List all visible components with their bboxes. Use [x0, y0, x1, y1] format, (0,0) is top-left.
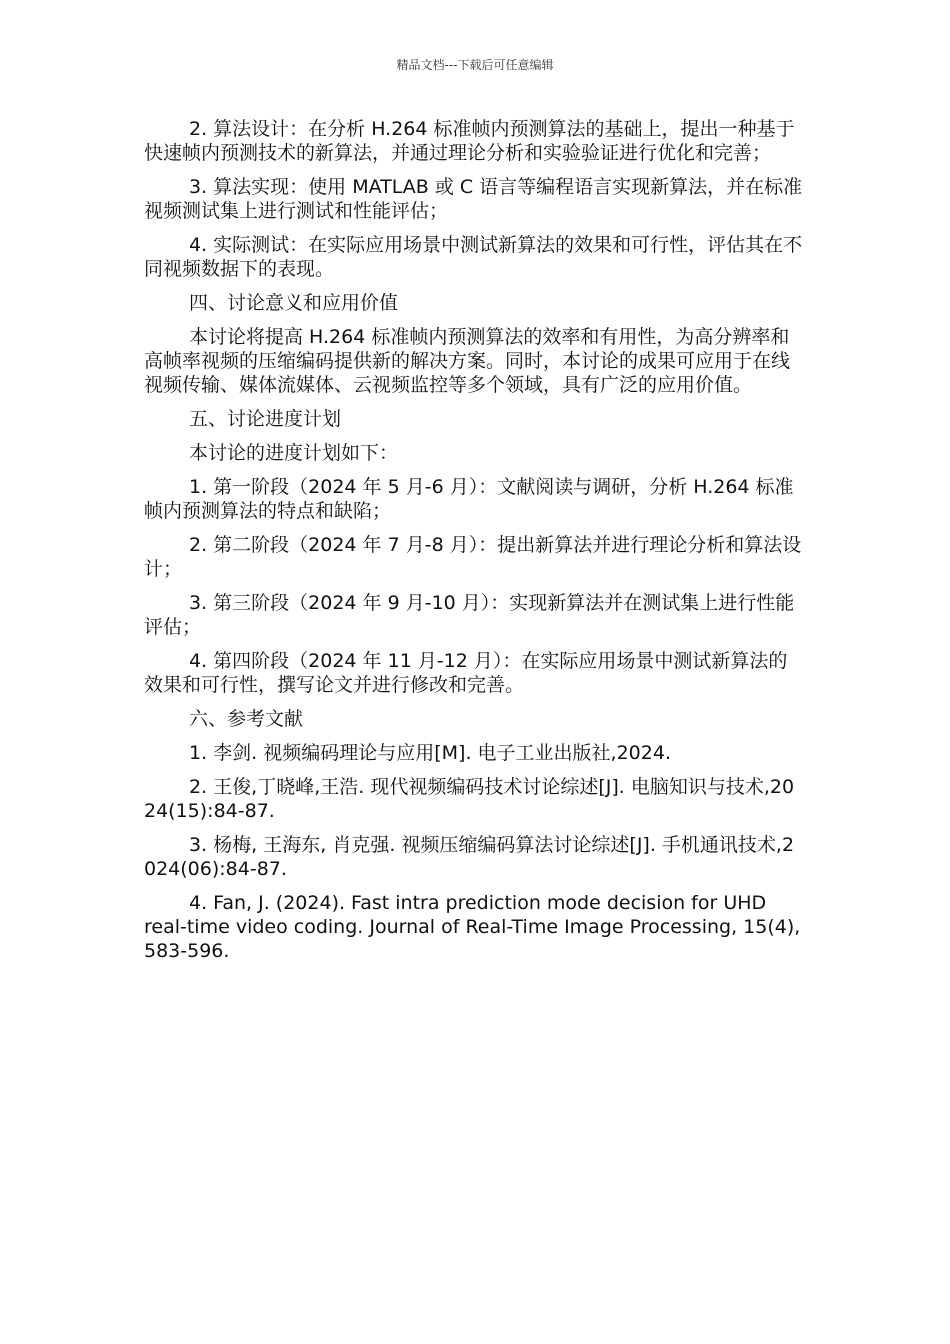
section-heading-references: 六、参考文献 [189, 708, 304, 730]
schedule-stage-1: 1. 第一阶段（2024 年 5 月-6 月）：文献阅读与调研，分析 H.264 标准帧内预测算法的特点和缺陷； [144, 476, 794, 522]
paragraph-practical-testing: 4. 实际测试：在实际应用场景中测试新算法的效果和可行性，评估其在不同视频数据下的表现。 [144, 234, 803, 280]
section-heading-significance: 四、讨论意义和应用价值 [189, 292, 399, 314]
section-heading-schedule: 五、讨论进度计划 [189, 408, 342, 430]
paragraph-algorithm-implementation: 3. 算法实现：使用 MATLAB 或 C 语言等编程语言实现新算法，并在标准视频测试集上进行测试和性能评估； [144, 176, 803, 222]
reference-4: 4. Fan, J. (2024). Fast intra prediction mode decision for UHD real-time video coding. Journal of Real-Time Image Processing, 15(4), 583-596. [144, 892, 801, 962]
schedule-stage-4: 4. 第四阶段（2024 年 11 月-12 月）：在实际应用场景中测试新算法的效果和可行性，撰写论文并进行修改和完善。 [144, 650, 788, 696]
reference-3: 3. 杨梅, 王海东, 肖克强. 视频压缩编码算法讨论综述[J]. 手机通讯技术,2024(06):84-87. [144, 834, 795, 880]
document-body [144, 117, 806, 973]
reference-2: 2. 王俊,丁晓峰,王浩. 现代视频编码技术讨论综述[J]. 电脑知识与技术,2024(15):84-87. [144, 776, 795, 822]
paragraph-schedule-intro: 本讨论的进度计划如下： [189, 442, 399, 464]
paragraph-algorithm-design: 2. 算法设计：在分析 H.264 标准帧内预测算法的基础上，提出一种基于快速帧内预测技术的新算法，并通过理论分析和实验验证进行优化和完善； [144, 118, 795, 164]
schedule-stage-3: 3. 第三阶段（2024 年 9 月-10 月）：实现新算法并在测试集上进行性能评估； [144, 592, 795, 638]
schedule-stage-2: 2. 第二阶段（2024 年 7 月-8 月）：提出新算法并进行理论分析和算法设计； [144, 534, 802, 580]
paragraph-significance: 本讨论将提高 H.264 标准帧内预测算法的效率和有用性，为高分辨率和高帧率视频的压缩编码提供新的解决方案。同时，本讨论的成果可应用于在线视频传输、媒体流媒体、云视频监控等多个领域，具有广泛的应用价值。 [144, 326, 791, 396]
reference-1: 1. 李剑. 视频编码理论与应用[M]. 电子工业出版社,2024. [189, 742, 671, 764]
page-header: 精品文档---下载后可任意编辑 [396, 58, 554, 72]
